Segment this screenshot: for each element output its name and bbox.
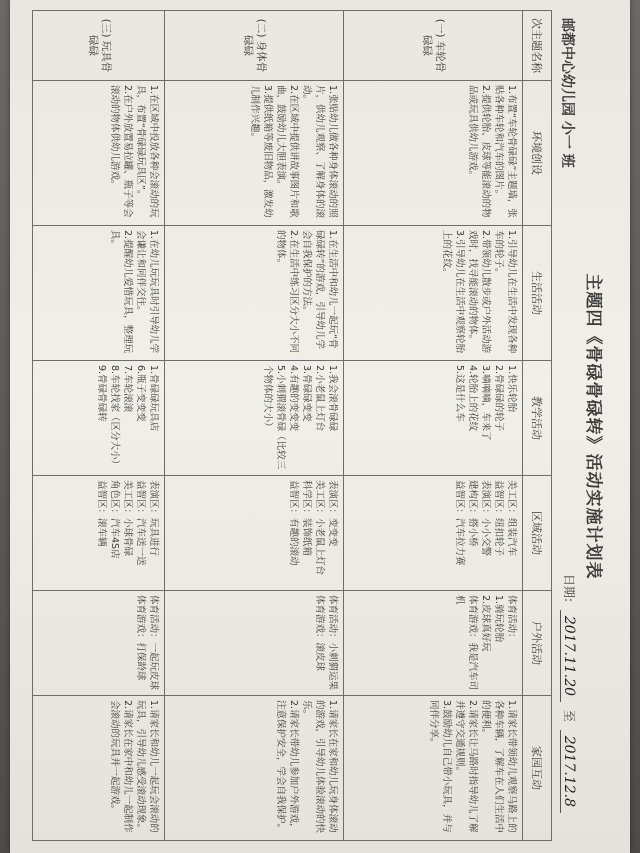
school-name: 邮都中心幼儿园 小一 班 [559, 18, 575, 168]
date-start: 2017.11.20 [560, 610, 577, 702]
cell-line: 1.请家长在家和幼儿玩身体滚动的游戏，引导幼儿体验滚动的快乐。 [301, 700, 339, 834]
environment-cell [344, 81, 523, 226]
col-header-daily-life: 生活活动 [523, 226, 552, 361]
cell-line: 2.在区域中提供讲故事图片和歌曲，鼓励幼儿大胆表演。 [275, 85, 300, 218]
home-school-cell [165, 696, 344, 841]
cell-line: 1.快乐轮胎 [506, 365, 517, 413]
cell-line: 2.在户外放置易拉罐、瓶子等会滚动的物体供幼儿游戏。 [109, 85, 134, 218]
cell-line: 3.提供纸箱等废旧物品，激发幼儿制作兴趣。 [249, 85, 274, 218]
col-header-environment: 环境创设 [523, 81, 552, 226]
area-cell [165, 476, 344, 591]
cell-line: 6.瓶子变变变 [135, 365, 147, 422]
cell-line: 1.引导幼儿在生活中发现各种车的轮子。 [493, 230, 517, 354]
cell-line: 3.嘀嘀嘀，车来了 [480, 365, 491, 441]
cell-line: 体育活动：一起玩皮球 [148, 595, 160, 691]
cell-line: 4.有趣的变变变 [288, 365, 300, 432]
table-row [344, 11, 523, 841]
sub-theme-name: (三) 玩具骨碌碌 [33, 11, 165, 81]
area-cell [344, 476, 523, 591]
col-header-teaching: 教学活动 [523, 361, 552, 476]
cell-line: 5.小刺猬滚骨碌（比较三个物体的大小） [262, 365, 287, 470]
cell-line: 1.请家长和幼儿一起玩会滚动的玩具，引导幼儿感受滚动现象。 [135, 700, 160, 834]
cell-line: 表演区：变变变 [327, 480, 339, 547]
teaching-cell [344, 361, 523, 476]
cell-line: 益智区：汽车拉力赛 [454, 480, 465, 566]
outdoor-cell [344, 591, 523, 696]
area-cell [33, 476, 165, 591]
table-body [33, 11, 523, 841]
cell-line: 9.骨碌骨碌转 [96, 365, 108, 422]
cell-line: 建构区：搭小桥 [467, 480, 478, 547]
cell-line: 7.车轮滚滚 [122, 365, 134, 413]
outdoor-cell [165, 591, 344, 696]
cell-line: 2.小老鼠上灯台 [314, 365, 326, 432]
plan-sheet [10, 0, 630, 853]
cell-line: 2.骨碌碌的轮子 [493, 365, 504, 432]
teaching-cell [33, 361, 165, 476]
cell-line: 1.骨碌碌玩具店 [148, 365, 160, 432]
cell-line: 体育活动：小刺猬运果 [327, 595, 339, 691]
cell-line: 体育游戏：滚皮球 [314, 595, 326, 672]
cell-line: 2.请家长让马路时指导幼儿了解并遵守交通规则。 [454, 700, 478, 833]
page-title: 主题四《骨碌骨碌转》活动实施计划表 [583, 273, 603, 580]
cell-line: 益智区：滚车辆 [96, 480, 108, 547]
cell-line: 2.请家长在家中和幼儿一起制作会滚动的玩具并一起游戏。 [109, 700, 134, 833]
col-header-outdoor: 户外活动 [523, 591, 552, 696]
environment-cell [33, 81, 165, 226]
cell-line: 2.提醒幼儿爱惜玩具，整理玩具。 [109, 230, 134, 354]
home-school-cell [33, 696, 165, 841]
plan-table [32, 10, 552, 841]
col-header-theme: 次主题名称 [523, 11, 552, 81]
cell-line: 科学区：装饰纸箱 [301, 480, 313, 557]
cell-line: 1.布置“车轮骨碌碌”主题墙，张贴各种车轮和汽车的图片。 [493, 85, 517, 218]
cell-line: 益智区：汽车送一送 [135, 480, 147, 566]
environment-cell [165, 81, 344, 226]
cell-line: 1.请家长带领幼儿观察马路上的各种车辆，了解车在人们生活中的便利。 [480, 700, 517, 834]
col-header-area: 区域活动 [523, 476, 552, 591]
cell-line: 3.引导幼儿在生活中观察轮胎上的花纹。 [441, 230, 465, 354]
cell-line: 角色区：汽车4S店 [109, 480, 121, 559]
cell-line: 2.在生活中练习区分大小不同的物体。 [275, 230, 300, 354]
cell-line: 表演区：小小交警 [480, 480, 491, 557]
daily-life-cell [344, 226, 523, 361]
date-label: 日期: [562, 574, 576, 603]
cell-line: 美工区：组装汽车 [506, 480, 517, 557]
date-separator: 至 [562, 709, 576, 722]
cell-line: 3.鼓励幼儿自己带小玩具，并与同伴分享。 [428, 700, 452, 833]
cell-line: 2.带领幼儿散步或户外活动游戏时，找寻能滚动的物体。 [467, 230, 491, 354]
meta-row [556, 10, 578, 843]
cell-line: 体育游戏：我是汽车司机 [454, 595, 478, 691]
sub-theme-name: (一) 车轮骨碌碌 [344, 11, 523, 81]
cell-line: 1.在幼儿玩玩具时引导幼儿学会谦让和同伴交往。 [135, 230, 160, 354]
cell-line: 3.骨碌碌变变 [301, 365, 313, 422]
cell-line: 1.在区域中投放各种会滚动的玩具，布置“骨碌碌玩具区”。 [135, 85, 160, 218]
daily-life-cell [33, 226, 165, 361]
table-header-row [523, 11, 552, 841]
teaching-cell [165, 361, 344, 476]
outdoor-cell [33, 591, 165, 696]
cell-line: 1.张贴幼儿做各种身体滚动的照片，供幼儿观察、了解身体的滚动。 [301, 85, 339, 219]
col-header-home-school: 家园互动 [523, 696, 552, 841]
cell-line: 体育游戏：打保龄球 [135, 595, 147, 681]
cell-line: 5.这是什么车 [454, 365, 465, 422]
cell-line: 8.车轮找家（区分大小） [109, 365, 121, 470]
cell-line: 2.请家长带幼儿参加户外游戏，注意保护安全，学会自我保护。 [275, 700, 300, 834]
cell-line: 1.骑玩轮胎 [493, 595, 504, 643]
date-end: 2017.12.8 [560, 730, 577, 813]
daily-life-cell [165, 226, 344, 361]
cell-line: 美工区：小球骨碌 [122, 480, 134, 557]
cell-line: 1.我会滚骨碌碌 [327, 365, 339, 432]
cell-line: 表演区：玩具进行 [148, 480, 160, 557]
cell-line: 1.在生活中和幼儿一起玩“骨碌碌转”的游戏，引导幼儿学会自我保护的方法。 [301, 230, 339, 349]
home-school-cell [344, 696, 523, 841]
cell-line: 益智区：纽扣轮子 [493, 480, 504, 557]
cell-line: 体育活动： [506, 595, 517, 643]
date-range [561, 570, 578, 813]
sub-theme-name: (二) 身体骨碌碌 [165, 11, 344, 81]
cell-line: 4.轮胎上的花纹 [467, 365, 478, 432]
table-row [165, 11, 344, 841]
cell-line: 美工区：小老鼠上灯台 [314, 480, 326, 576]
cell-line: 2.皮球真好玩 [480, 595, 491, 652]
cell-line: 2.提供轮胎、皮球等能滚动的物品或玩具供幼儿游戏。 [467, 85, 491, 218]
table-row [33, 11, 165, 841]
cell-line: 益智区：有趣的滚动 [288, 480, 300, 566]
